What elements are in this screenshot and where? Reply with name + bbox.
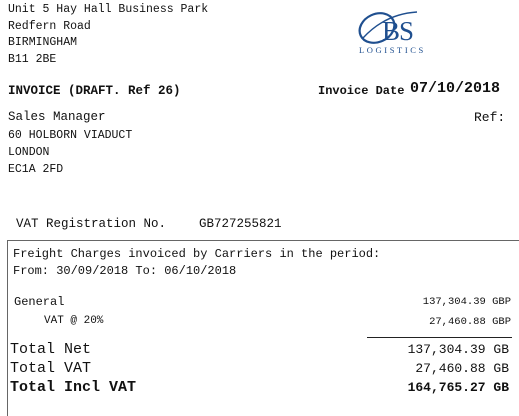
ref-label: Ref:	[474, 110, 506, 125]
recipient-line-3: LONDON	[8, 146, 50, 159]
svg-text:BS: BS	[382, 16, 414, 46]
sender-line-4: B11 2BE	[8, 52, 57, 66]
vat-registration-number: GB727255821	[199, 217, 282, 231]
invoice-title: INVOICE (DRAFT. Ref 26)	[8, 84, 181, 98]
charges-period: From: 30/09/2018 To: 06/10/2018	[13, 264, 237, 278]
recipient-line-2: 60 HOLBORN VIADUCT	[8, 129, 133, 142]
charge-amount: 27,460.88 GBP	[429, 316, 511, 328]
total-label: Total Net	[10, 341, 92, 358]
total-amount: 27,460.88 GB	[415, 361, 509, 376]
recipient-line-1: Sales Manager	[8, 110, 106, 124]
total-label: Total Incl VAT	[10, 379, 137, 396]
recipient-line-4: EC1A 2FD	[8, 163, 64, 176]
charges-heading: Freight Charges invoiced by Carriers in the period:	[13, 247, 381, 261]
invoice-date-label: Invoice Date	[318, 84, 405, 98]
logo-wordmark: LOGISTICS	[359, 45, 426, 55]
charge-label: General	[14, 295, 65, 309]
obs-logistics-logo	[355, 8, 440, 56]
sender-line-1: Unit 5 Hay Hall Business Park	[8, 3, 209, 16]
sender-line-2: Redfern Road	[8, 19, 91, 33]
vat-registration-label: VAT Registration No.	[16, 217, 167, 231]
total-amount: 137,304.39 GB	[407, 342, 509, 357]
charge-amount: 137,304.39 GBP	[422, 296, 511, 308]
obs-logo-icon	[355, 8, 440, 48]
invoice-date-value: 07/10/2018	[410, 80, 501, 97]
totals-divider	[367, 337, 512, 338]
sender-line-3: BIRMINGHAM	[8, 36, 78, 49]
total-amount: 164,765.27 GB	[407, 380, 509, 395]
total-label: Total VAT	[10, 360, 92, 377]
charge-label: VAT @ 20%	[44, 315, 104, 327]
